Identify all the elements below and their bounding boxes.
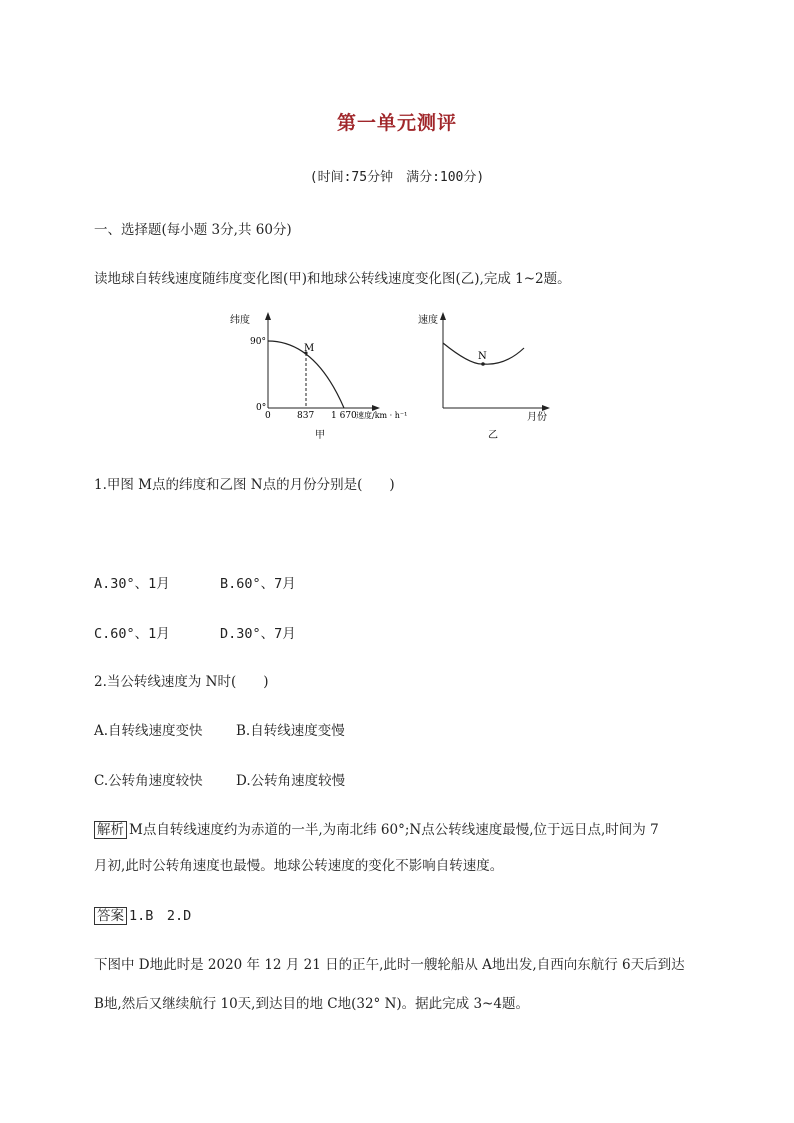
q2-option-c[interactable]: C.公转角速度较快 bbox=[94, 773, 203, 789]
point-n-label: N bbox=[478, 351, 487, 362]
jia-origin: 0 bbox=[265, 411, 271, 421]
q1-option-a[interactable]: A.30°、1月 bbox=[94, 576, 170, 592]
analysis-line-1 bbox=[94, 818, 659, 839]
q1-option-c[interactable]: C.60°、1月 bbox=[94, 626, 170, 642]
q1-option-d[interactable]: D.30°、7月 bbox=[220, 626, 296, 642]
jia-x-tick-837: 837 bbox=[297, 411, 315, 421]
q2-options-row2 bbox=[94, 769, 345, 789]
q2-option-b[interactable]: B.自转线速度变慢 bbox=[236, 723, 345, 739]
analysis-line-2: 月初,此时公转角速度也最慢。地球公转速度的变化不影响自转速度。 bbox=[94, 858, 504, 874]
jia-xlabel: 速度/km · h⁻¹ bbox=[356, 411, 408, 420]
question-1: 1.甲图 M点的纬度和乙图 N点的月份分别是( ) bbox=[94, 477, 395, 493]
jia-x-tick-1670: 1 670 bbox=[331, 411, 357, 421]
q1-option-b[interactable]: B.60°、7月 bbox=[220, 576, 296, 592]
question-intro: 读地球自转线速度随纬度变化图(甲)和地球公转线速度变化图(乙),完成 1~2题。 bbox=[94, 271, 571, 287]
q2-option-a[interactable]: A.自转线速度变快 bbox=[94, 723, 203, 739]
q2-options-row1 bbox=[94, 719, 345, 739]
analysis-tag: 解析 bbox=[94, 821, 127, 839]
jia-y-top: 90° bbox=[250, 337, 266, 347]
question-intro-2-line-1: 下图中 D地此时是 2020 年 12 月 21 日的正午,此时一艘轮船从 A地出发,自西向东航行 6天后到达 bbox=[94, 957, 685, 973]
question-intro-2-line-2: B地,然后又继续航行 10天,到达目的地 C地(32° N)。据此完成 3~4题。 bbox=[94, 996, 529, 1012]
point-m-label: M bbox=[304, 343, 315, 354]
jia-ylabel: 纬度 bbox=[230, 315, 250, 326]
figure-yi bbox=[418, 312, 550, 441]
question-2: 2.当公转线速度为 N时( ) bbox=[94, 674, 269, 690]
answer-line bbox=[94, 904, 191, 925]
answer-text: 1.B 2.D bbox=[129, 908, 192, 924]
page-title: 第一单元测评 bbox=[336, 112, 457, 134]
figure-jia bbox=[230, 312, 407, 441]
jia-y-bottom: 0° bbox=[256, 403, 267, 413]
yi-xlabel: 月份 bbox=[527, 412, 547, 423]
q1-options-row1 bbox=[94, 572, 296, 592]
figures bbox=[230, 308, 560, 448]
answer-tag: 答案 bbox=[94, 907, 127, 925]
analysis-text-1: M点自转线速度约为赤道的一半,为南北纬 60°;N点公转线速度最慢,位于远日点,时间为 7 bbox=[129, 822, 659, 838]
yi-ylabel: 速度 bbox=[418, 315, 438, 326]
section-heading: 一、选择题(每小题 3分,共 60分) bbox=[94, 222, 292, 238]
exam-info: (时间:75分钟 满分:100分) bbox=[309, 170, 485, 185]
yi-caption: 乙 bbox=[488, 430, 498, 441]
jia-caption: 甲 bbox=[315, 430, 325, 441]
q2-option-d[interactable]: D.公转角速度较慢 bbox=[236, 773, 346, 789]
q1-options-row2 bbox=[94, 622, 296, 642]
